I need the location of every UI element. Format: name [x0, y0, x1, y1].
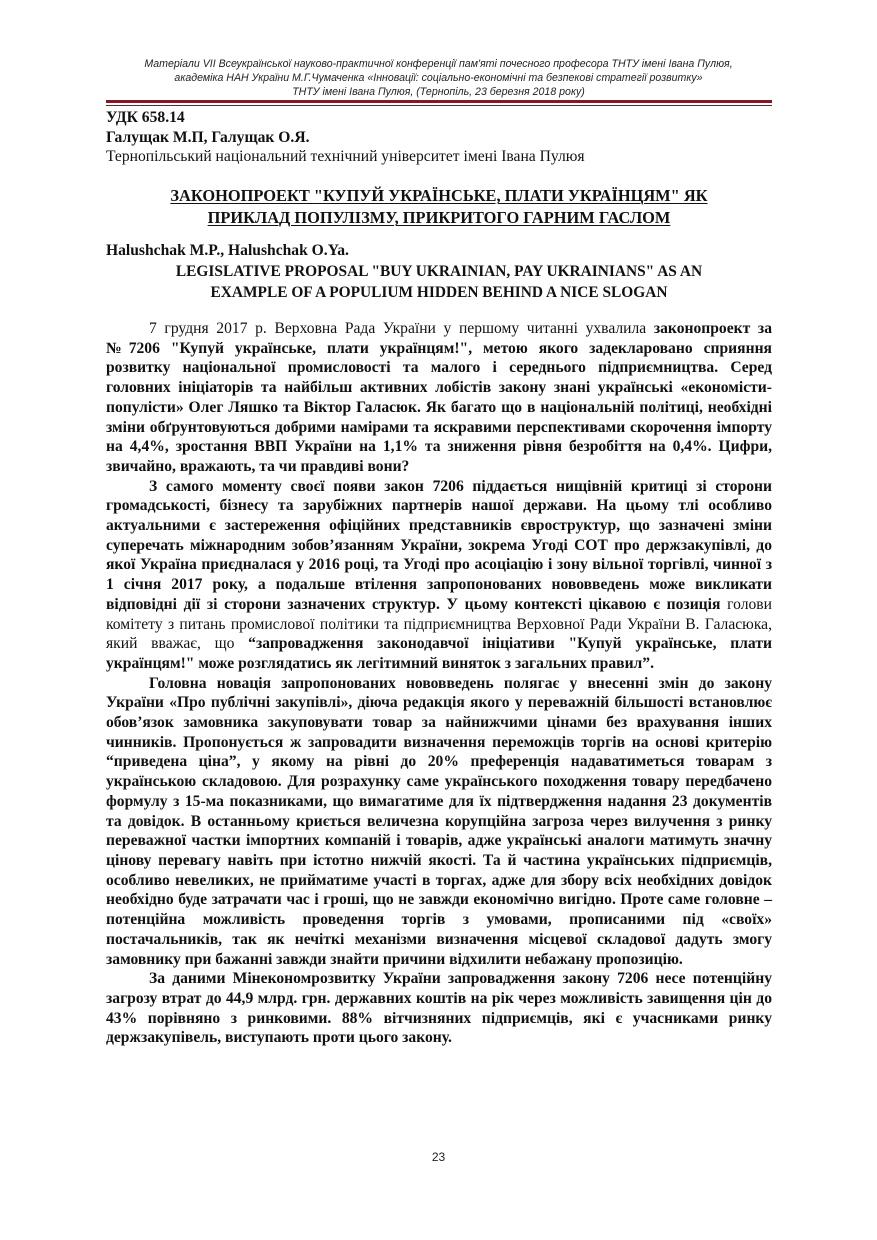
running-header: [96, 57, 781, 99]
paragraph-2-plain: голови комітету з питань промислової політики та підприємництва Верховної Ради України В. Галасюка, який вважає, що: [106, 595, 772, 653]
running-header-line-1: Матеріали VII Всеукраїнської науково-практичної конференції пам'яті почесного професора ТНТУ імені Івана Пулюя,: [144, 58, 733, 70]
paragraph-1-text: законопроект за №7206 "Купуй українське, плати українцям!", метою якого задекларовано сприяння розвитку національної промисловості та малого і середнього підприємництва. Серед головних ініціаторів та найбільш активних лобістів закону знані українські «економісти-популісти» Олег Ляшко та Віктор Галасюк. Як багато що в національній політиці, необхідні зміни обґрунтовуються добрими намірами та яскравими перспективами скорочення імпорту на 4,4%, зростання ВВП України на 1,1% та зниження рівня безробіття на 0,4%. Цифри, звичайно, вражають, та чи правдиві вони?: [106, 320, 772, 475]
title-uk: [106, 185, 772, 229]
running-header-line-2: академіка НАН України М.Г.Чумаченка «Інновації: соціально-економічні та безпекові стратегії розвитку»: [174, 72, 703, 84]
authors-uk: Галущак М.П, Галущак О.Я.: [106, 129, 310, 146]
article-body: [106, 319, 772, 1048]
paragraph-4: За даними Мінекономрозвитку України запровадження закону 7206 несе потенційну загрозу втрат до 44,9 млрд. грн. державних коштів на рік через можливість завищення цін до 43% порівняно з ринковими. 88% вітчизняних підприємців, які є учасниками ринку держзакупівель, виступають проти цього закону.: [106, 970, 772, 1047]
title-en: [106, 261, 772, 303]
paragraph-1: [106, 319, 772, 477]
page-number: 23: [431, 1150, 446, 1164]
affiliation: Тернопільський національний технічний університет імені Івана Пулюя: [106, 148, 585, 165]
udk-code: УДК 658.14: [106, 109, 185, 126]
authors-en: Halushchak M.P., Halushchak O.Ya.: [106, 242, 349, 259]
title-uk-line-1: ЗАКОНОПРОЕКТ "КУПУЙ УКРАЇНСЬКЕ, ПЛАТИ УКРАЇНЦЯМ" ЯК: [170, 186, 708, 205]
title-en-line-1: LEGISLATIVE PROPOSAL "BUY UKRAINIAN, PAY UKRAINIANS" AS AN: [175, 263, 703, 280]
header-rule-thin: [106, 105, 772, 106]
running-header-line-3: ТНТУ імені Івана Пулюя, (Тернопіль, 23 березня 2018 року): [292, 86, 585, 98]
paragraph-2-quote: “запровадження законодавчої ініціативи "Купуй українське, плати українцям!" може розглядатись як легітимний виняток з загальних правил”.: [106, 635, 772, 672]
header-rule-thick: [106, 100, 772, 103]
paragraph-2: [106, 477, 772, 674]
paragraph-3: Головна новація запропонованих нововведень полягає у внесенні змін до закону України «Про публічні закупівлі», діюча редакція якого у переважній більшості встановлює обов’язок замовника закуповувати товар за найнижчими цінами без врахування інших чинників. Пропонується ж запровадити визначення переможців торгів на основі критерію “приведена ціна”, у якому на рівні до 20% преференція надаватиметься товарам з українською складовою. Для розрахунку саме українського походження товару передбачено формулу з 15-ма показниками, що вимагатиме для їх підтвердження надання 23 документів та довідок. В останньому криється величезна корупційна загроза через вилучення з ринку переважної частки імпортних компаній і товарів, адже українські аналоги матимуть значну цінову перевагу навіть при істотно нижчій якості. Та й частина українських підприємців, особливо невеликих, не прийматиме участі в торгах, адже для збору всіх необхідних довідок необхідно буде затрачати час і гроші, що не завжди економічно вигідно. Проте саме головне – потенційна можливість проведення торгів з умовами, прописаними під «своїх» постачальників, так як нечіткі механізми визначення місцевої складової дадуть змогу замовнику при бажанні завжди знайти причини відхилити небажану пропозицію.: [106, 674, 772, 968]
title-uk-line-2: ПРИКЛАД ПОПУЛІЗМУ, ПРИКРИТОГО ГАРНИМ ГАСЛОМ: [207, 208, 671, 227]
paragraph-2-text: З самого моменту своєї появи закон 7206 піддається нищівній критиці зі сторони громадськості, бізнесу та зарубіжних партнерів нашої держави. На цьому тлі особливо актуальними є застереження офіційних представників євроструктур, що зазначені зміни суперечать міжнародним зобов’язанням України, зокрема Угоді СОТ про держзакупівлі, до якої Україна приєдналася у 2016 році, та Угоді про асоціацію і зону вільної торгівлі, чинної з 1 січня 2017 року, а подальше втілення запропонованих нововведень може викликати відповідні дії зі сторони зазначених структур. У цьому контексті цікавою є позиція: [106, 477, 772, 613]
paragraph-1-intro: 7 грудня 2017 р. Верховна Рада України у першому читанні ухвалила: [149, 320, 647, 337]
title-en-line-2: EXAMPLE OF A POPULIUM HIDDEN BEHIND A NICE SLOGAN: [210, 284, 668, 301]
